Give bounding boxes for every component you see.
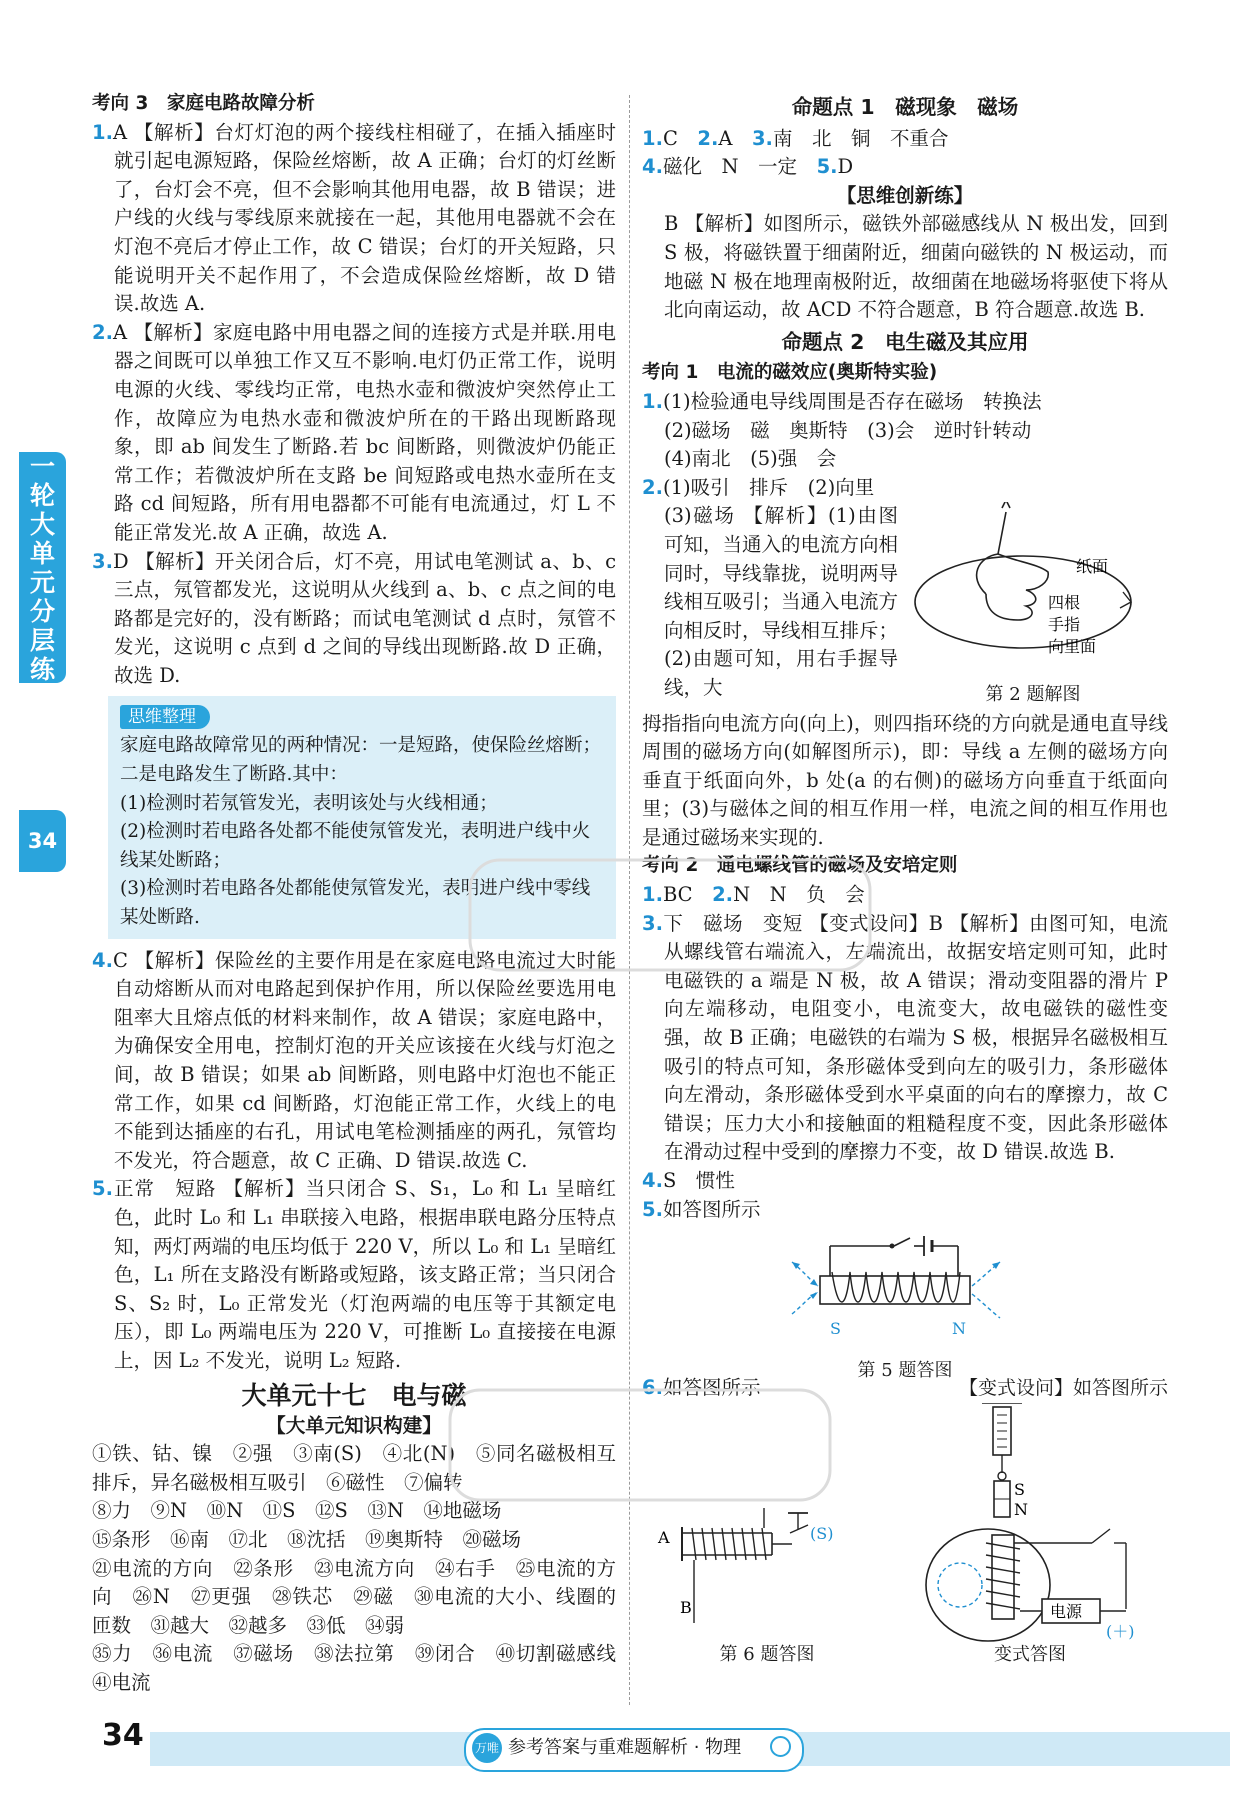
figure-5-n-label: N (952, 1319, 966, 1339)
answer-number: 6. (642, 1376, 663, 1400)
k2-question-5 (642, 1196, 1168, 1225)
answer-item (92, 548, 616, 691)
variant-question-label: 【变式设问】如答图所示 (958, 1377, 1168, 1400)
figure-2 (898, 502, 1168, 709)
watermark-graphic-2 (440, 1380, 840, 1510)
thinking-summary-tag: 思维整理 (120, 705, 210, 729)
answer-number: 2. (92, 320, 113, 344)
answer-number: 2. (697, 126, 719, 150)
mingtidian-1-heading: 命题点 1 磁现象 磁场 (791, 95, 1019, 119)
answer-item (92, 947, 616, 1176)
creative-practice-heading: 【思维创新练】 (836, 183, 974, 207)
right-hand-rule-figure (898, 502, 1168, 672)
figure-2-paper-label: 纸面 (1076, 557, 1109, 577)
question-2-wrap-text: (3)磁场 【解析】(1)由图可知，当通入的电流方向相同时，导线靠拢，说明两导线相互吸引；当通入电流方向相反时，导线相互排斥；(2)由题可知，用右手握导线，大 (664, 504, 899, 699)
answer-item (92, 319, 616, 548)
creative-practice-text: B 【解析】如图所示，磁铁外部磁感线从 N 极出发，回到 S 极，将磁铁置于细菌附近，细菌向磁铁的 N 极运动，而地磁 N 极在地理南极附近，故细菌在地磁场将驱使下将从北向南运动，故 ACD 不符合题意，B 符合题意.故选 B. (664, 212, 1168, 322)
text-line: (3)检测时若电路各处都能使氖管发光，表明进户线中零线某处断路. (120, 878, 591, 929)
text-line: (2)检测时若电路各处都不能使氖管发光，表明进户线中火线某处断路； (120, 821, 591, 871)
answer-text: A 【解析】台灯灯泡的两个接线柱相碰了，在插入插座时就引起电源短路，保险丝熔断，故 A 正确；台灯的灯丝断了，台灯会不亮，但不会影响其他用电器，故 B 错误；进户线的火线与零线原来就接在一起，其他用电器就不会在灯泡不亮后才停止工作，故 C 错误；台灯的开关短路，只能说明开关不起作用了，不会造成保险丝熔断，故 D 错误.故选 A. (112, 120, 616, 316)
question-1-line-1: (1)检验通电导线周围是否存在磁场 转换法 (662, 389, 1042, 413)
answer-number: 4. (642, 155, 663, 179)
answer-number: 3. (751, 126, 773, 150)
answer-text: N N 负 会 (733, 883, 865, 907)
answer-number: 2. (712, 883, 734, 907)
answer-number: 5. (816, 155, 838, 179)
text-line: ①铁、钴、镍 ②强 ③南(S) ④北(N) ⑤同名磁极相互排斥，异名磁极相互吸引 ⑥磁性 ⑦偏转 (92, 1442, 616, 1494)
solenoid-figure (642, 1224, 1168, 1348)
figure-6-caption: 第 6 题答图 (719, 1644, 815, 1666)
answer-text: A 【解析】家庭电路中用电器之间的连接方式是并联.用电器之间既可以单独工作又互不影响.电灯仍正常工作，说明电源的火线、零线均正常，电热水壶和微波炉突然停止工作，故障应为电热水壶和微波炉所在的干路出现断路现象，即 ab 间发生了断路.若 bc 间断路，则微波炉仍能正常工作；若微波炉所在支路 be 间短路或电热水壶所在支路 cd 间短路，所有用电器都不可能有电流通过，灯 L 不能正常发光.故 A 正确，故选 A. (112, 320, 616, 544)
answer-text: D 【解析】开关闭合后，灯不亮，用试电笔测试 a、b、c 三点，氖管都发光，这说明从火线到 a、b、c 点之间的电路都是完好的，没有断路；而试电笔测试 d 点时，氖管不发光，这说明 c 点到 d 之间的导线出现断路.故 D 正确，故选 D. (112, 549, 616, 687)
question-2 (642, 474, 1168, 503)
side-tab-char: 元 (29, 567, 55, 597)
answer-row-2 (642, 153, 1168, 182)
answer-number: 1. (642, 883, 663, 907)
answer-item (92, 1175, 616, 1375)
unit-title: 大单元十七 电与磁 (241, 1380, 467, 1410)
side-tab-char: 单 (29, 538, 55, 568)
text-line: (1)检测时若氖管发光，表明该处与火线相通； (120, 792, 498, 814)
kaoxiang-3-heading: 考向 3 家庭电路故障分析 (92, 93, 315, 114)
watermark-graphic-1 (460, 850, 880, 980)
figure-2-label-1: 四根 (1048, 593, 1081, 613)
text-line: ㉑电流的方向 ㉒条形 ㉓电流方向 ㉔右手 ㉕电流的方向 ㉖N ㉗更强 ㉘铁芯 ㉙磁 ㉚电流的大小、线圈的匝数 ㉛越大 ㉜越多 ㉝低 ㉞弱 (92, 1556, 616, 1637)
page-footer (0, 1718, 1250, 1778)
unit-subtitle: 【大单元知识构建】 (266, 1413, 442, 1437)
text-line: 家庭电路故障常见的两种情况：一是短路，使保险丝熔断；二是电路发生了断路.其中： (120, 735, 602, 786)
side-tab-char: 层 (29, 625, 55, 655)
variant-figure-caption: 变式答图 (994, 1644, 1066, 1666)
variant-s-label: S (1014, 1479, 1025, 1499)
variant-plus-label: (＋) (1106, 1621, 1135, 1641)
side-tab-char: 练 (29, 654, 55, 684)
answer-number: 4. (92, 948, 113, 972)
answer-number: 4. (642, 1169, 663, 1192)
side-tab-unit-label (19, 452, 66, 683)
figure-2-label-2: 手指 (1048, 615, 1081, 635)
footer-text: 参考答案与重难题解析 · 物理 (508, 1737, 742, 1758)
footer-page-number: 34 (102, 1718, 144, 1753)
answer-row-1 (642, 125, 1168, 154)
k2-question-4 (642, 1167, 1168, 1196)
side-tab-char: 一 (29, 451, 55, 481)
answer-number: 5. (92, 1177, 113, 1201)
answer-text: 南 北 铜 不重合 (772, 126, 949, 150)
answer-number: 1. (92, 120, 113, 144)
answer-number: 5. (642, 1197, 663, 1221)
answer-item (92, 119, 616, 319)
side-tab-char: 大 (29, 509, 55, 539)
question-1-line-2: (2)磁场 磁 奥斯特 (3)会 逆时针转动 (664, 418, 1032, 442)
footer-logo-icon: 万唯 (472, 1733, 502, 1763)
side-page-tab: 34 (19, 810, 66, 872)
question-1-line-3: (4)南北 (5)强 会 (664, 447, 837, 471)
question-2-line-1: (1)吸引 排斥 (2)向里 (662, 475, 875, 499)
variant-power-label: 电源 (1050, 1601, 1083, 1621)
answer-text: 如答图所示 (662, 1197, 761, 1221)
question-1-number: 1. (642, 389, 663, 413)
figure-6-a-label: A (658, 1527, 670, 1547)
left-items (92, 119, 616, 691)
question-1 (642, 388, 1168, 417)
text-line: ㉟力 ㊱电流 ㊲磁场 ㊳法拉第 ㊴闭合 ㊵切割磁感线 ㊶电流 (92, 1642, 636, 1694)
kaoxiang-1-heading: 考向 1 电流的磁效应(奥斯特实验) (642, 362, 938, 384)
question-2-continued: 拇指指向电流方向(向上)，则四指环绕的方向就是通电直导线周围的磁场方向(如解图所示)，即：导线 a 左侧的磁场方向垂直于纸面向外，b 处(a 的右侧)的磁场方向垂直于纸面向里；(3)与磁体之间的相互作用一样，电流之间的相互作用也是通过磁场来实现的. (642, 711, 1168, 849)
figure-2-label-3: 向里面 (1048, 637, 1097, 657)
figure-5 (642, 1224, 1168, 1381)
answer-text: BC (662, 883, 713, 907)
question-2-wrap-area (642, 502, 1168, 709)
figure-6-s-label: (S) (810, 1523, 834, 1543)
answer-text: D (837, 155, 854, 179)
answer-text: C (662, 126, 698, 150)
variant-n-label: N (1014, 1499, 1028, 1519)
search-icon (770, 1736, 791, 1757)
answer-text: A (718, 126, 752, 150)
text-line: ⑮条形 ⑯南 ⑰北 ⑱沈括 ⑲奥斯特 ⑳磁场 (92, 1527, 522, 1551)
k2-question-3-text: 下 磁场 变短 【变式设问】B 【解析】由图可知，电流从螺线管右端流入，左端流出，故据安培定则可知，此时电磁铁的 a 端是 N 极，故 A 错误；滑动变阻器的滑片 P 向左端移动，电阻变小，电流变大，故电磁铁的磁性变强，故 B 正确；电磁铁的右端为 S 极，根据异名磁极相互吸引的特点可知，条形磁体受到向左的吸引力，条形磁体向左滑动，条形磁体受到水平桌面的向右的摩擦力，故 C 错误；压力大小和接触面的粗糙程度不变，因此条形磁体在滑动过程中受到的摩擦力不变，故 D 错误.故选 B. (662, 911, 1168, 1164)
electromagnet-variant-figure (892, 1403, 1168, 1643)
kaoxiang-2-heading: 考向 2 通电螺线管的磁场及安培定则 (642, 855, 958, 877)
answer-number: 1. (642, 126, 663, 150)
figure-6-b-label: B (680, 1597, 692, 1617)
answer-text: S 惯性 (662, 1169, 735, 1192)
answer-text: 磁化 N 一定 (662, 155, 817, 179)
question-2-number: 2. (642, 475, 663, 499)
text-line: ⑧力 ⑨N ⑩N ⑪S ⑫S ⑬N ⑭地磁场 (92, 1499, 502, 1523)
answer-text: 如答图所示 (662, 1376, 761, 1400)
figure-5-s-label: S (830, 1319, 841, 1339)
k2-question-3-number: 3. (642, 911, 663, 935)
mingtidian-2-heading: 命题点 2 电生磁及其应用 (781, 329, 1029, 354)
answer-text: C 【解析】保险丝的主要作用是在家庭电路电流过大时能自动熔断从而对电路起到保护作用，所以保险丝要选用电阻率大且熔点低的材料来制作，故 A 错误；家庭电路中，为确保安全用电，控制灯泡的开关应该接在火线与灯泡之间，故 B 错误；如果 ab 间断路，则电路中灯泡也不能正常工作，如果 cd 间断路，灯泡能正常工作，火线上的电不能到达插座的右孔，用试电笔检测插座的两孔，氖管均不发光，符合题意，故 C 正确、D 错误.故选 C. (112, 948, 616, 1172)
side-tab-char: 轮 (29, 480, 55, 510)
figure-5-caption: 第 5 题答图 (857, 1359, 953, 1381)
answer-number: 3. (92, 549, 113, 573)
side-tab-char: 分 (29, 596, 55, 626)
figure-2-caption: 第 2 题解图 (985, 683, 1081, 705)
figure-variant (892, 1403, 1168, 1670)
answer-text: 正常 短路 【解析】当只闭合 S、S₁，L₀ 和 L₁ 呈暗红色，此时 L₀ 和 L₁ 串联接入电路，根据串联电路分压特点知，两灯两端的电压均低于 220 V，所以 L₀ 和 L₁ 呈暗红色，L₁ 所在支路没有断路或短路，该支路正常；当只闭合 S、S₂ 时，L₀ 正常发光（灯泡两端的电压等于其额定电压），即 L₀ 两端电压为 220 V，可推断 L₀ 直接接在电源上，因 L₂ 不发光，说明 L₂ 短路. (112, 1177, 616, 1372)
left-items-2 (92, 947, 616, 1376)
